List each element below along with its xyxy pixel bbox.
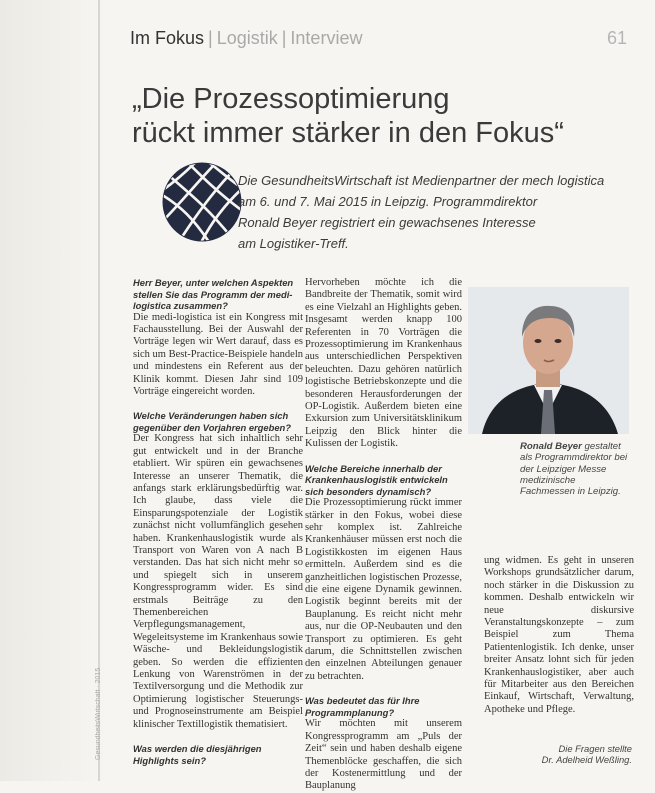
photo-caption	[520, 441, 632, 497]
intro-line: Ronald Beyer registriert ein gewachsenes Interesse	[238, 215, 536, 230]
text-column-2	[305, 277, 462, 793]
caption-text: gestaltet als Programmdirektor bei der Leipziger Messe medizinische Fachmessen in Leipzig.	[520, 441, 628, 498]
headline	[132, 82, 632, 150]
question: Herr Beyer, unter welchen Aspekten stellen Sie das Programm der medi-logistica zusammen?	[133, 277, 294, 311]
answer-continued: ung widmen. Es geht in unseren Workshops grundsätzlicher darum, noch stärker in die Diskussion zu kommen. Deshalb entwickeln wir neue diskursive Veranstaltungskonzepte – zum Beispiel zum Thema Patientenlogistik. Ich denke, unser breiter Ansatz lohnt sich für jeden Krankenhauslogistiker, aber auch für Mitarbeiter aus den Bereichen Einkauf, Wirtschaft, Verwaltung, Apotheke und Pflege.	[484, 555, 634, 715]
intro-line: Die GesundheitsWirtschaft ist Medienpartner der mech logistica	[238, 173, 605, 188]
side-text: GesundheitsWirtschaft · 2015	[95, 667, 102, 760]
text-column-1	[133, 277, 303, 766]
intro-line: am 6. und 7. Mai 2015 in Leipzig. Programmdirektor	[238, 194, 538, 209]
portrait-photo	[468, 287, 629, 434]
signature-line-1: Die Fragen stellte	[558, 743, 632, 754]
section-rubric	[130, 28, 630, 56]
question: Welche Veränderungen haben sich gegenüber den Vorjahren ergeben?	[133, 410, 292, 433]
question: Welche Bereiche innerhalb der Krankenhauslogistik entwickeln sich besonders dynamisch?	[305, 462, 448, 497]
signature	[520, 743, 632, 766]
rubric-sub2: Interview	[290, 28, 363, 48]
answer: Hervorheben möchte ich die Bandbreite der Thematik, somit wird es eine Vielzahl an Highlights geben. Insgesamt werden knapp 100 Referenten in 70 Vorträgen die Prozessoptimierung im Krankenhaus aus unterschiedlichen Perspektiven beleuchten. Dazu gehören natürlich logistische Betriebskonzepte und die besonderen Herausforderungen der OP-Logistik. Außerdem bieten eine Exkursion zum Universitätsklinikum Leipzig den Blick hinter die Kulissen der Logistik.	[305, 277, 462, 450]
globe-icon	[160, 160, 244, 244]
intro-lead	[238, 170, 633, 254]
headline-line-2: rückt immer stärker in den Fokus“	[132, 117, 564, 149]
headline-line-1: „Die Prozessoptimierung	[132, 83, 450, 115]
text-column-3	[484, 555, 634, 716]
answer: Der Kongress hat sich inhaltlich sehr gut entwickelt und in der Branche etabliert. Wir spüren ein gewachsenes Interesse an unserer Thematik, die anfangs stark erklärungsbedürftig war. Ich glaube, dass viele die Einsparungspotenziale der Logistik zunächst nicht vollumfänglich gesehen haben. Krankenhauslogistik wurde als Transport von Waren von A nach B verstanden. Das hat sich nicht mehr so und spiegelt sich in unserem Kongressprogramm wider. Es sind erstmals Beiträge zu den Themenbereichen Verpflegungsmanagement, Wegeleitsysteme im Krankenhaus sowie Wäsche- und Bekleidungslogistik geben. So werden die effizienten Lenkung von Warenströmen in der Textilversorgung und die Methodik zur Optimierung logistischer Steuerungs- und Prognoseinstrumente am Beispiel klinischer Textillogistik thematisiert.	[133, 433, 303, 730]
question: Was werden die diesjährigen Highlights sein?	[133, 743, 262, 766]
page-number: 61	[606, 28, 627, 48]
signature-line-2: Dr. Adelheid Weßling.	[541, 754, 632, 766]
rubric-divider: |	[208, 28, 213, 48]
caption-name: Ronald Beyer	[520, 441, 582, 452]
rubric-divider: |	[281, 28, 287, 48]
intro-line: am Logistiker-Treff.	[238, 236, 349, 251]
rubric-sub1: Logistik	[216, 28, 278, 48]
answer: Die Prozessoptimierung rückt immer stärker in den Fokus, wobei diese sehr komplex ist. Zahlreiche Krankenhäuser müssen erst noch die Logistikkosten im eigenen Haus ermitteln. Außerdem sind es die ganzheitlichen logistischen Prozesse, die eine eigene Dynamik gewinnen. Logistik beginnt bereits mit der Bauplanung. Es reicht nicht mehr aus, nur die OP-Neubauten und den Transport zu optimieren. Es geht darum, die Schnittstellen zwischen den einzelnen Abteilungen genauer zu betrachten.	[305, 497, 462, 682]
page-edge	[0, 0, 108, 781]
answer: Die medi-logistica ist ein Kongress mit Fachausstellung. Bei der Auswahl der Vorträge legen wir Wert darauf, dass es sich um Best-Practice-Beispiele handeln und mindestens ein Referent aus der Klinik kommt. Diesen Jahr sind 109 Vorträge eingereicht worden.	[133, 311, 303, 397]
question: Was bedeutet das für Ihre Programmplanung?	[305, 695, 420, 718]
rubric-section: Im Fokus	[130, 28, 205, 48]
answer: Wir möchten mit unserem Kongressprogramm am „Puls der Zeit“ sein und haben deshalb eigene Themenblöcke geschaffen, die sich der Kostenermittlung und der Bauplanung	[305, 718, 462, 792]
